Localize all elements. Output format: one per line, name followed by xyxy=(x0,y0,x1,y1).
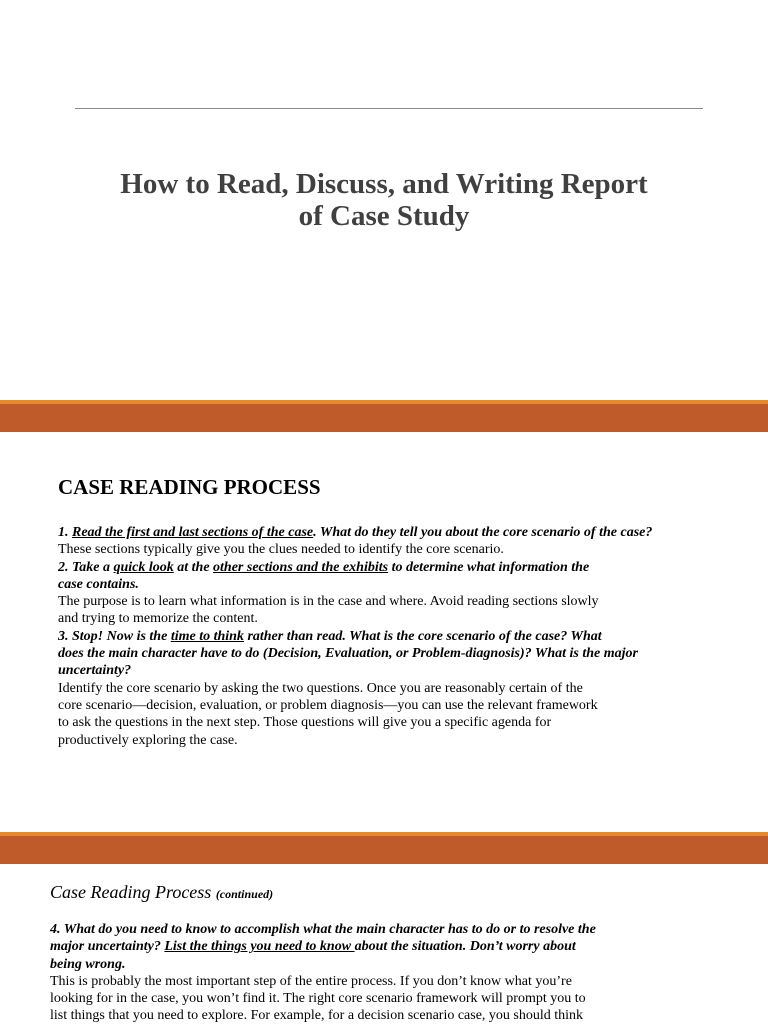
page-title xyxy=(0,168,768,232)
step-4-question-line1: 4. What do you need to know to accomplish what the main character has to do or to resolve the xyxy=(50,922,596,937)
step-4-rest: about the situation. Don’t worry about xyxy=(354,939,576,955)
step-1-body: These sections typically give you the clues needed to identify the core scenario. xyxy=(58,542,504,558)
step-2-prefix: 2. Take a xyxy=(58,559,114,575)
step-3-rest: rather than read. What is the core scenario of the case? What xyxy=(243,628,602,644)
step-4-prefix: major uncertainty? xyxy=(50,939,165,955)
step-1-rest: . What do they tell you about the core scenario of the case? xyxy=(313,525,653,540)
step-1-prefix: 1. xyxy=(58,525,72,540)
step-3-body-2: core scenario—decision, evaluation, or problem diagnosis—you can use the relevant framework xyxy=(58,697,598,713)
step-2-rest: to determine what information the xyxy=(388,559,590,575)
section-heading: CASE READING PROCESS xyxy=(58,475,321,499)
step-4-body-3: list things that you need to explore. For example, for a decision scenario case, you should think xyxy=(50,1008,584,1024)
step-3-question-line3: uncertainty? xyxy=(58,663,132,679)
title-line-1: How to Read, Discuss, and Writing Report xyxy=(120,168,648,200)
step-4-question-line3: being wrong. xyxy=(50,956,126,972)
section-2-heading-text: Case Reading Process xyxy=(50,882,212,902)
step-4-body-2: looking for in the case, you won’t find it. The right core scenario framework will prompt you to xyxy=(50,991,586,1007)
step-4-body-1: This is probably the most important step of the entire process. If you don’t know what you’re xyxy=(50,973,572,989)
step-2-body-2: and trying to memorize the content. xyxy=(58,611,258,627)
step-2-body-1: The purpose is to learn what information is in the case and where. Avoid reading sections slowly xyxy=(58,594,599,610)
step-4-emphasis: List the things you need to know xyxy=(164,939,355,955)
step-3-prefix: 3. Stop! Now is the xyxy=(58,628,171,644)
section-body xyxy=(58,524,698,749)
step-2-emphasis-2: other sections and the exhibits xyxy=(213,559,389,575)
step-1-emphasis: Read the first and last sections of the case xyxy=(72,525,314,540)
section-2-body xyxy=(50,921,710,1025)
step-2-mid: at the xyxy=(173,559,214,575)
title-rule xyxy=(75,108,703,109)
step-4-question-line2 xyxy=(50,938,710,955)
section-divider-band xyxy=(0,400,768,432)
step-3-emphasis: time to think xyxy=(170,628,244,644)
step-3-question xyxy=(58,628,698,645)
step-1-question xyxy=(58,524,698,541)
step-3-body-4: productively exploring the case. xyxy=(58,732,238,748)
step-2-question xyxy=(58,559,698,576)
section-2-heading xyxy=(50,882,273,903)
step-2-question-cont: case contains. xyxy=(58,576,139,592)
title-line-2: of Case Study xyxy=(298,200,470,232)
step-3-question-line2: does the main character have to do (Decision, Evaluation, or Problem-diagnosis)? What is the major xyxy=(58,646,638,662)
section-2-heading-suffix: (continued) xyxy=(215,887,274,901)
step-3-body-3: to ask the questions in the next step. Those questions will give you a specific agenda for xyxy=(58,715,552,731)
step-3-body-1: Identify the core scenario by asking the two questions. Once you are reasonably certain of the xyxy=(58,680,583,696)
step-2-emphasis-1: quick look xyxy=(113,559,174,575)
section-divider-band-2 xyxy=(0,832,768,864)
